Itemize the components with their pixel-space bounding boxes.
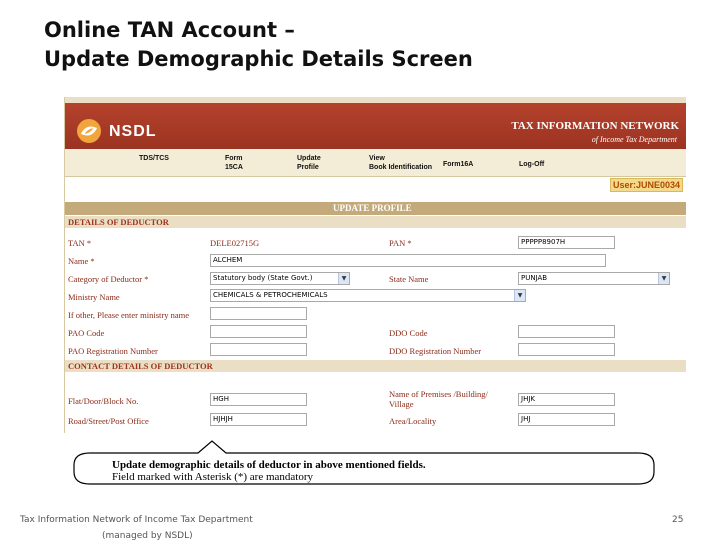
nav-update-profile[interactable]: [297, 154, 321, 172]
other-ministry-field[interactable]: [210, 307, 307, 320]
nav-form-16a[interactable]: [443, 160, 473, 169]
state-select[interactable]: [518, 272, 670, 285]
other-ministry-label: If other, Please enter ministry name: [68, 310, 189, 320]
road-field[interactable]: HJHJH: [210, 413, 307, 426]
ministry-selected-value: CHEMICALS & PETROCHEMICALS: [213, 291, 328, 299]
network-subtitle: of Income Tax Department: [591, 135, 677, 144]
page-title: UPDATE PROFILE: [333, 203, 412, 213]
nav-form-15ca[interactable]: [225, 154, 243, 172]
footer-line-1: Tax Information Network of Income Tax Department: [20, 515, 253, 525]
nav-label-2: 15CA: [225, 164, 243, 171]
update-profile-bar: [65, 202, 686, 215]
tan-value: DELE02715G: [210, 238, 260, 248]
nav-label: Form: [225, 155, 243, 162]
section-deductor-details: DETAILS OF DEDUCTOR: [65, 216, 686, 228]
banner-top-strip: [65, 97, 686, 103]
slide-title-line-1: Online TAN Account –: [44, 18, 295, 42]
network-title: TAX INFORMATION NETWORK: [511, 120, 679, 132]
ddo-registration-field[interactable]: [518, 343, 615, 356]
pao-code-label: PAO Code: [68, 328, 105, 338]
section-contact-details: CONTACT DETAILS OF DEDUCTOR: [65, 360, 686, 372]
category-select[interactable]: [210, 272, 350, 285]
portal-navbar: [65, 149, 686, 177]
tan-label: TAN *: [68, 238, 92, 248]
nav-label: Log-Off: [519, 161, 545, 168]
ddo-code-label: DDO Code: [389, 328, 428, 338]
nav-label: TDS/TCS: [139, 155, 169, 162]
road-label: Road/Street/Post Office: [68, 416, 149, 426]
chevron-down-icon[interactable]: ▼: [658, 273, 669, 284]
flat-field[interactable]: HGH: [210, 393, 307, 406]
state-label: State Name: [389, 274, 429, 284]
portal-banner: [65, 97, 686, 149]
name-field[interactable]: ALCHEM: [210, 254, 606, 267]
nav-log-off[interactable]: [519, 160, 544, 169]
pan-field[interactable]: PPPPP8907H: [518, 236, 615, 249]
ddo-code-field[interactable]: [518, 325, 615, 338]
callout-line-2: Field marked with Asterisk (*) are mandatory: [112, 471, 314, 483]
nav-label: Form16A: [443, 161, 474, 168]
premises-label-line-2: Village: [389, 399, 414, 409]
nsdl-logo-icon: [75, 117, 103, 145]
state-selected-value: PUNJAB: [521, 274, 548, 282]
nav-view-book-identification[interactable]: [369, 154, 432, 172]
nav-tds-tcs[interactable]: [139, 154, 169, 163]
user-id-label: User:JUNE0034: [610, 178, 683, 192]
premises-label: [389, 389, 488, 409]
user-bar: [65, 178, 686, 192]
ddo-registration-label: DDO Registration Number: [389, 346, 482, 356]
nav-label: View: [369, 155, 385, 162]
chevron-down-icon[interactable]: ▼: [338, 273, 349, 284]
pao-registration-field[interactable]: [210, 343, 307, 356]
pao-code-field[interactable]: [210, 325, 307, 338]
nav-label-2: Profile: [297, 164, 319, 171]
nav-label: Update: [297, 155, 321, 162]
page-number: 25: [672, 515, 684, 525]
category-label: Category of Deductor *: [68, 274, 149, 284]
name-label: Name *: [68, 256, 95, 266]
callout-line-1: Update demographic details of deductor in above mentioned fields.: [112, 459, 426, 471]
slide-title-line-2: Update Demographic Details Screen: [44, 47, 473, 71]
portal-screenshot: [64, 97, 686, 433]
slide-title: [44, 16, 473, 74]
chevron-down-icon[interactable]: ▼: [514, 290, 525, 301]
area-label: Area/Locality: [389, 416, 437, 426]
callout-box: [70, 438, 658, 483]
ministry-select[interactable]: [210, 289, 526, 302]
flat-label: Flat/Door/Block No.: [68, 396, 139, 406]
pan-label: PAN *: [389, 238, 412, 248]
area-field[interactable]: JHJ: [518, 413, 615, 426]
category-selected-value: Statutory body (State Govt.): [213, 274, 313, 282]
premises-label-line-1: Name of Premises /Building/: [389, 389, 488, 399]
pao-registration-label: PAO Registration Number: [68, 346, 158, 356]
ministry-label: Ministry Name: [68, 292, 120, 302]
footer-line-2: (managed by NSDL): [102, 531, 193, 541]
premises-field[interactable]: JHJK: [518, 393, 615, 406]
nav-label-2: Book Identification: [369, 164, 432, 171]
nsdl-brand-text: NSDL: [109, 123, 157, 140]
